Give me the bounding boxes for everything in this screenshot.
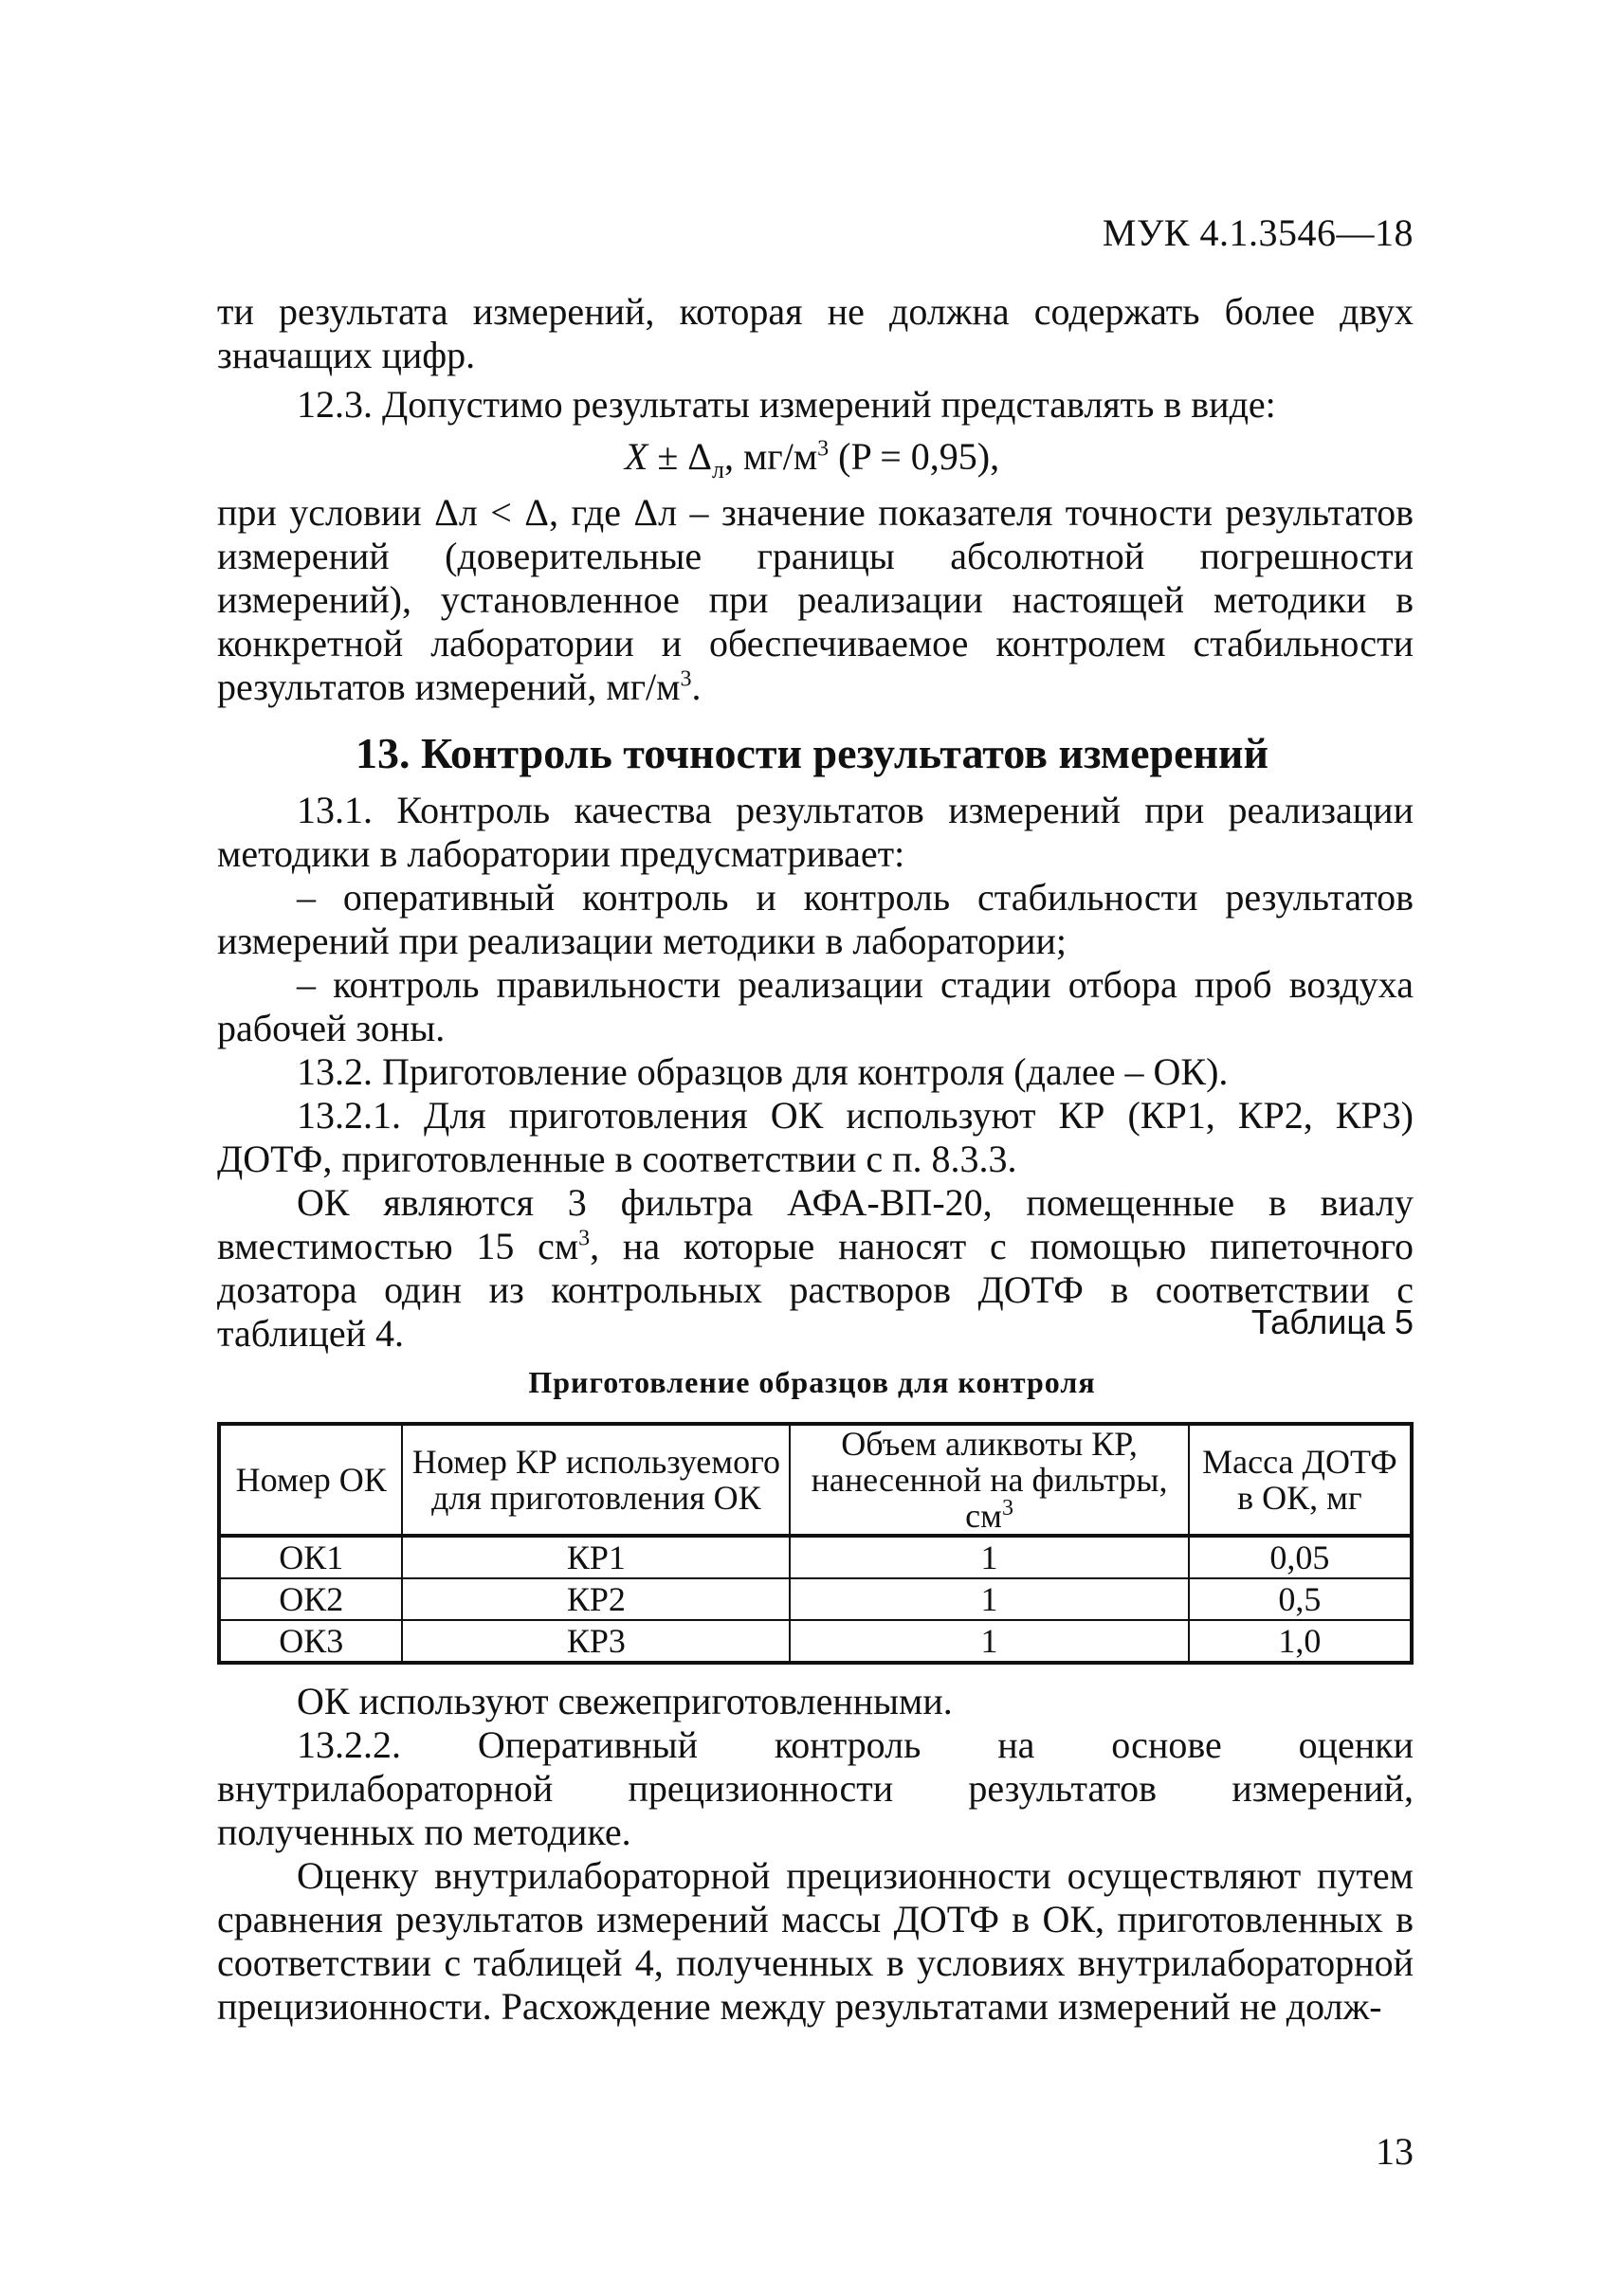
measurement-formula [0,434,1624,483]
list-item-operational-control: – оперативный контроль и контроль стабильности результатов измерений при реализации методики в лаборатории; [217,876,1414,962]
paragraph-text [217,491,1414,709]
condition-text: при условии Δл < Δ, где Δл – значение показателя точности результатов измерений (доверительные границы абсолютной погрешности измерений), установленное при реализации настоящей методики в конкретной лаборатории и обеспечиваемое контролем стабильности результатов измерений, мг/м [217,491,1414,708]
table-cell: КР3 [402,1620,790,1663]
table-header-cell: Номер КР используемого для приготовления ОК [402,1424,790,1536]
table-cell: 1 [790,1578,1188,1620]
table-cell: 0,5 [1189,1578,1412,1620]
ok-text-before: ОК являются 3 фильтра АФА-ВП-20, помещенные в виалу вместимостью 15 см [217,1181,1414,1267]
paragraph-text: ти результата измерений, которая не должна содержать более двух значащих цифр. [217,290,1414,376]
table-cell: 1,0 [1189,1620,1412,1663]
table-cell: 1 [790,1536,1188,1578]
control-samples-table [217,1422,1414,1665]
formula-variable: X [624,435,648,478]
condition-end: . [691,665,702,708]
section-13-heading: 13. Контроль точности результатов измерений [355,729,1269,777]
table-header-cell: Масса ДОТФ в ОК, мг [1189,1424,1412,1536]
paragraph-precision-estimate: Оценку внутрилабораторной прецизионности осуществляют путем сравнения результатов измерений массы ДОТФ в ОК, приготовленных в соответствии с таблицей 4, полученных в условиях внутрилабораторной прецизионности. Расхождение между результатами измерений не долж- [217,1854,1414,2028]
ok-text-after: , на которые наносят с помощью пипеточного дозатора один из контрольных растворов ДОТФ в соответствии с таблицей 4. [217,1225,1414,1355]
table-header-row [219,1424,1412,1536]
table-cell: ОК3 [219,1620,402,1663]
section-13-body [217,789,1414,1356]
table-row [219,1536,1412,1578]
paragraph-13-2: 13.2. Приготовление образцов для контроля (далее – ОК). [297,1050,1229,1093]
paragraph-13-1: 13.1. Контроль качества результатов измерений при реализации методики в лаборатории предусматривает: [217,789,1414,875]
table-cell: КР2 [402,1578,790,1620]
formula-unit: , мг/м [723,435,818,478]
paragraph-13-2-2: 13.2.2. Оперативный контроль на основе оценки внутрилабораторной прецизионности результатов измерений, полученных по методике. [217,1723,1414,1853]
table-header-cell [790,1424,1188,1536]
formula-delta-subscript: л [712,456,724,483]
paragraph-text: 12.3. Допустимо результаты измерений представлять в виде: [297,383,1276,426]
table-label: Таблица 5 [1250,1302,1414,1341]
table-row [219,1578,1412,1620]
paragraph-condition [217,491,1414,709]
paragraph-fresh: ОК используют свежеприготовленными. [297,1680,953,1722]
table-cell: ОК1 [219,1536,402,1578]
condition-unit-exponent: 3 [680,666,692,692]
table-cell: КР1 [402,1536,790,1578]
post-table-body [217,1680,1414,2029]
table-header-cell: Номер ОК [219,1424,402,1536]
ok-volume-exponent: 3 [578,1226,591,1251]
formula-pm-delta: ± Δ [648,435,712,478]
list-item-sampling-control: – контроль правильности реализации стадии отбора проб воздуха рабочей зоны. [217,963,1414,1049]
header-volume-exponent: 3 [1001,1496,1013,1521]
formula-unit-exponent: 3 [817,436,830,462]
table-cell: 0,05 [1189,1536,1412,1578]
document-code-header: МУК 4.1.3546—18 [1102,211,1414,254]
paragraph-ok-samples [217,1181,1414,1356]
paragraph-12-2-tail [217,290,1414,377]
table-title: Приготовление образцов для контроля [528,1365,1096,1399]
paragraph-13-2-1: 13.2.1. Для приготовления ОК используют КР (КР1, КР2, КР3) ДОТФ, приготовленные в соответствии с п. 8.3.3. [217,1094,1414,1180]
table-row [219,1620,1412,1663]
formula-condition: (P = 0,95), [829,435,1000,478]
paragraph-12-3 [217,383,1414,427]
page-number: 13 [1376,2130,1414,2173]
header-text: Объем аликвоты КР, нанесенной на фильтры, см [811,1425,1168,1535]
table-cell: 1 [790,1620,1188,1663]
table-cell: ОК2 [219,1578,402,1620]
